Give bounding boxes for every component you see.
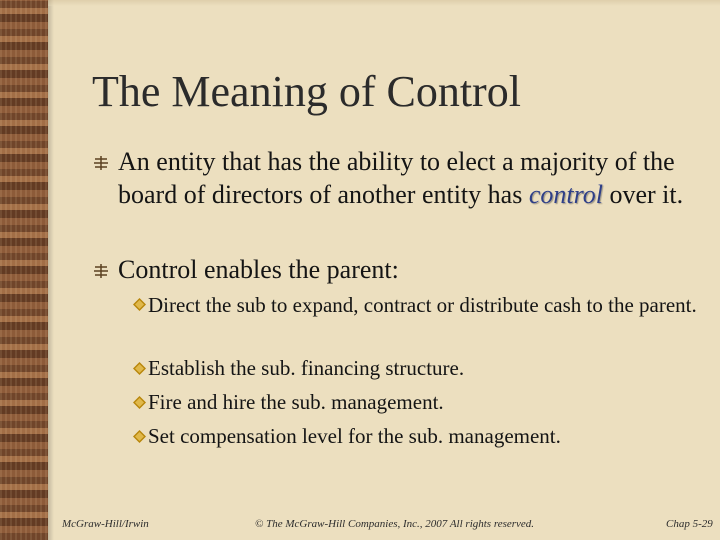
sub-bullet-fire-hire: Fire and hire the sub. management. (148, 390, 444, 414)
sub-bullet-compensation: Set compensation level for the sub. management. (148, 424, 561, 448)
level2-bullet-icon (133, 298, 146, 311)
decorative-wood-strip (0, 0, 48, 540)
bullet-control-definition (118, 145, 698, 211)
sub-bullet-establish: Establish the sub. financing structure. (148, 356, 465, 380)
highlight-control: control (528, 180, 603, 209)
level1-bullet-icon (94, 264, 108, 278)
bullet-control-enables: Control enables the parent: (118, 255, 399, 284)
slide-title: The Meaning of Control (92, 67, 521, 116)
level2-bullet-icon (133, 362, 146, 375)
footer-page-number: Chap 5-29 (666, 518, 713, 530)
footer-publisher: McGraw-Hill/Irwin (62, 518, 149, 530)
level2-bullet-icon (133, 396, 146, 409)
top-shadow (48, 0, 720, 6)
level1-bullet-icon (94, 156, 108, 170)
bullet-text-before: An entity that has the ability to elect a majority of the board of directors of another entity has (118, 147, 675, 209)
bullet-text-after: over it. (602, 180, 684, 209)
sub-bullet-direct: Direct the sub to expand, contract or distribute cash to the parent. (148, 293, 697, 317)
footer-copyright: © The McGraw-Hill Companies, Inc., 2007 All rights reserved. (255, 518, 535, 530)
level2-bullet-icon (133, 430, 146, 443)
